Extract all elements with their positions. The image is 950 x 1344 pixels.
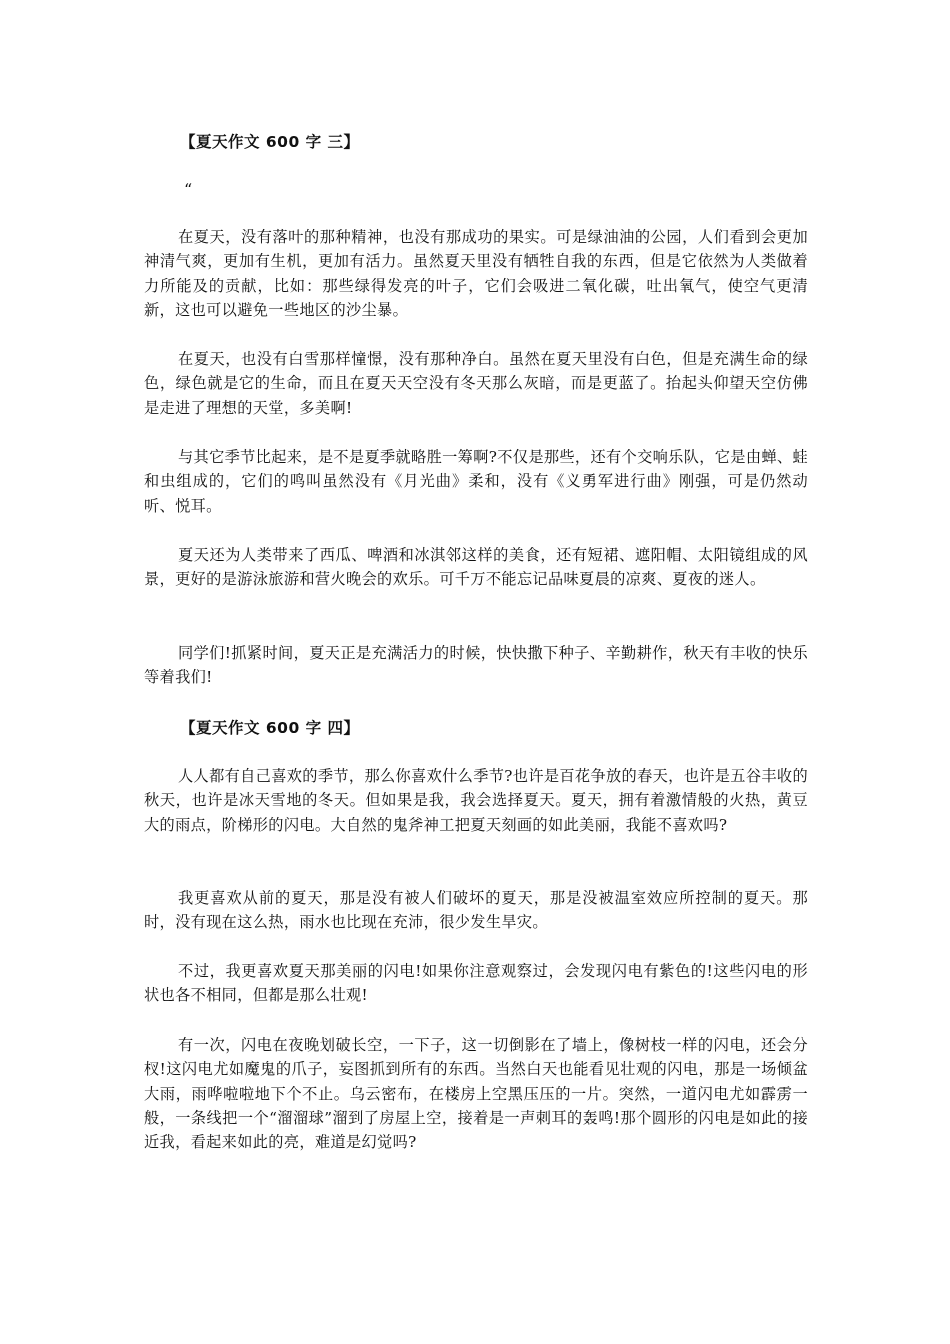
section-heading: 【夏天作文 600 字 三】: [180, 133, 360, 151]
paragraph: 人人都有自己喜欢的季节，那么你喜欢什么季节?也许是百花争放的春天，也许是五谷丰收的秋天，也许是冰天雪地的冬天。但如果是我，我会选择夏天。夏天，拥有着激情般的火热，黄豆大的雨点，阶梯形的闪电。大自然的鬼斧神工把夏天刻画的如此美丽，我能不喜欢吗?: [144, 767, 808, 834]
paragraph: 夏天还为人类带来了西瓜、啤酒和冰淇邻这样的美食，还有短裙、遮阳帽、太阳镜组成的风景，更好的是游泳旅游和营火晚会的欢乐。可千万不能忘记品味夏晨的凉爽、夏夜的迷人。: [144, 546, 808, 589]
paragraph: 不过，我更喜欢夏天那美丽的闪电!如果你注意观察过，会发现闪电有紫色的!这些闪电的形状也各不相同，但都是那么壮观!: [144, 962, 808, 1005]
section-heading: 【夏天作文 600 字 四】: [180, 719, 360, 737]
open-quote-mark: “: [184, 180, 193, 199]
paragraph: 有一次，闪电在夜晚划破长空，一下子，这一切倒影在了墙上，像树枝一样的闪电，还会分杈!这闪电尤如魔鬼的爪子，妄图抓到所有的东西。当然白天也能看见壮观的闪电，那是一场倾盆大雨，雨哗啦啦地下个不止。乌云密布，在楼房上空黑压压的一片。突然，一道闪电尤如霹雳一般，一条线把一个“溜溜球”溜到了房屋上空，接着是一声刺耳的轰鸣!那个圆形的闪电是如此的接近我，看起来如此的亮，难道是幻觉吗?: [144, 1036, 808, 1152]
paragraph: 在夏天，也没有白雪那样憧憬，没有那种净白。虽然在夏天里没有白色，但是充满生命的绿色，绿色就是它的生命，而且在夏天天空没有冬天那么灰暗，而是更蓝了。抬起头仰望天空仿佛是走进了理想的天堂，多美啊!: [144, 350, 808, 417]
paragraph: 在夏天，没有落叶的那种精神，也没有那成功的果实。可是绿油油的公园，人们看到会更加神清气爽，更加有生机，更加有活力。虽然夏天里没有牺牲自我的东西，但是它依然为人类做着力所能及的贡献，比如：那些绿得发亮的叶子，它们会吸进二氧化碳，吐出氧气，使空气更清新，这也可以避免一些地区的沙尘暴。: [144, 228, 808, 319]
paragraph: 我更喜欢从前的夏天，那是没有被人们破坏的夏天，那是没被温室效应所控制的夏天。那时，没有现在这么热，雨水也比现在充沛，很少发生旱灾。: [144, 889, 808, 932]
paragraph: 与其它季节比起来，是不是夏季就略胜一筹啊?不仅是那些，还有个交响乐队，它是由蝉、蛙和虫组成的，它们的鸣叫虽然没有《月光曲》柔和，没有《义勇军进行曲》刚强，可是仍然动听、悦耳。: [144, 448, 808, 515]
paragraph: 同学们!抓紧时间，夏天正是充满活力的时候，快快撒下种子、辛勤耕作，秋天有丰收的快乐等着我们!: [144, 644, 808, 687]
